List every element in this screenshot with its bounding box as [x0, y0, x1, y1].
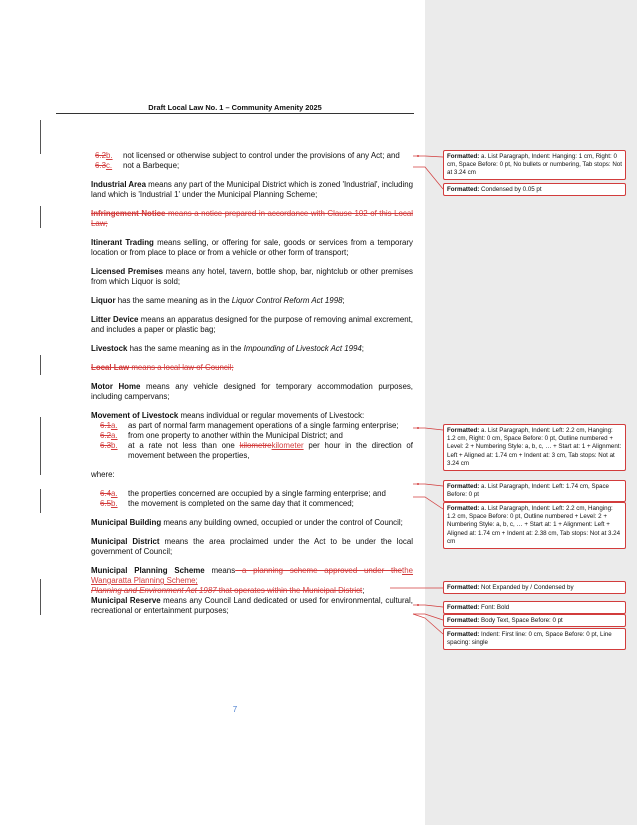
definition-licensed-premises	[91, 267, 413, 287]
definition-municipal-building	[91, 518, 413, 528]
balloon-label: Formatted:	[447, 152, 480, 160]
definition-municipal-district	[91, 537, 413, 557]
change-bar	[40, 120, 41, 154]
list-item	[91, 431, 413, 441]
inserted-number: a.	[110, 431, 118, 440]
defined-term: Local Law	[91, 363, 130, 372]
change-bar	[40, 206, 41, 228]
page-number: 7	[232, 705, 238, 714]
balloon-text: Condensed by 0.05 pt	[479, 185, 542, 193]
defined-term: Itinerant Trading	[91, 238, 154, 247]
defined-term: Industrial Area	[91, 180, 146, 189]
definition-text: means any vehicle designed for temporary accommodation purposes, including campervans;	[91, 382, 413, 401]
balloon-text: a. List Paragraph, Indent: Left: 2.2 cm, Hanging: 1.2 cm, Right: 0 cm, Space Before: 0 pt, Outline numbered + Level: 2 + Numbering Style: a, b, c, … + Start at: 1 + Alignment: Left + Aligned at: 1.74 cm + Indent at: 3 cm, Tab stops: Not at 3.24 cm	[447, 426, 622, 468]
definition-infringement-notice-deleted	[91, 209, 413, 229]
balloon-label: Formatted:	[447, 504, 480, 512]
definition-industrial-area	[91, 180, 413, 200]
change-bar	[40, 579, 41, 615]
deleted-number: 6.5	[100, 499, 111, 508]
balloon-label: Formatted:	[447, 185, 480, 193]
page-header: Draft Local Law No. 1 – Community Amenity 2025	[148, 103, 322, 112]
definition-municipal-planning-scheme	[91, 566, 413, 596]
definition-text: has the same meaning as in the	[115, 296, 232, 305]
punctuation: ;	[361, 344, 364, 353]
punctuation: ;	[342, 296, 345, 305]
format-balloon[interactable]	[443, 424, 626, 471]
format-balloon[interactable]	[443, 601, 626, 614]
deleted-act-title: Planning and Environment Act 1987	[91, 586, 217, 595]
list-item-text: the movement is completed on the same day that it commenced;	[128, 499, 354, 508]
list-item-text: not licensed or otherwise subject to control under the provisions of any Act; and	[123, 151, 400, 160]
definition-text: means any hotel, tavern, bottle shop, bar, nightclub or other premises from which Liquor is sold;	[91, 267, 413, 286]
defined-term: Municipal Building	[91, 518, 162, 527]
balloon-label: Formatted:	[447, 482, 480, 490]
inserted-number: c.	[105, 161, 113, 170]
deleted-number: 6.4	[100, 489, 111, 498]
defined-term: Litter Device	[91, 315, 139, 324]
inserted-number: a.	[110, 421, 118, 430]
deleted-text: that operates within the Municipal District	[216, 586, 363, 595]
definition-sublist	[91, 151, 413, 171]
definition-movement-of-livestock	[91, 411, 413, 421]
balloon-label: Formatted:	[447, 603, 480, 611]
defined-term: Motor Home	[91, 382, 141, 391]
definition-text: means a local law of Council;	[129, 363, 234, 372]
deleted-word: kilometre	[239, 441, 272, 450]
list-item	[91, 151, 413, 161]
deleted-number: 6.3	[95, 161, 106, 170]
list-item-text: not a Barbeque;	[123, 161, 180, 170]
definition-local-law-deleted	[91, 363, 413, 373]
balloon-label: Formatted:	[447, 616, 480, 624]
definition-text: means	[204, 566, 236, 575]
change-bar	[40, 489, 41, 513]
definition-itinerant-trading	[91, 238, 413, 258]
balloon-label: Formatted:	[447, 583, 480, 591]
balloon-text: a. List Paragraph, Indent: Left: 2.2 cm, Hanging: 1.2 cm, Space Before: 0 pt, Outline numbered + Level: 2 + Numbering Style: a, b, c, … + Start at: 1 + Alignment: Left + Aligned at: 1.74 cm + Indent at: 2.38 cm, Tab stops: Not at 3.24 cm	[447, 504, 621, 546]
inserted-text: the Wangaratta Planning Scheme;	[91, 566, 413, 585]
list-item-text: the properties concerned are occupied by a single farming enterprise; and	[128, 489, 386, 498]
defined-term: Infringement Notice	[91, 209, 166, 218]
definition-text: means an apparatus designed for the purpose of removing animal excrement, and includes a paper or plastic bag;	[91, 315, 413, 334]
list-item-text: as part of normal farm management operations of a single farming enterprise;	[128, 421, 399, 430]
header-rule	[56, 113, 414, 114]
markup-pane	[425, 0, 637, 825]
inserted-number: b.	[105, 151, 113, 160]
format-balloon[interactable]	[443, 581, 626, 594]
list-item	[91, 441, 413, 461]
movement-sublist	[91, 421, 413, 461]
list-item	[91, 161, 413, 171]
list-item	[91, 421, 413, 431]
inserted-number: b.	[110, 499, 118, 508]
balloon-text: a. List Paragraph, Indent: Left: 1.74 cm, Space Before: 0 pt	[447, 482, 609, 498]
text-run: per hour in the direction of movement between the properties,	[128, 441, 413, 460]
format-balloon[interactable]	[443, 183, 626, 196]
deleted-number: 6.3	[100, 441, 111, 450]
change-bar	[40, 417, 41, 475]
definition-livestock	[91, 344, 413, 354]
balloon-label: Formatted:	[447, 426, 480, 434]
definition-text: means any part of the Municipal District which is zoned 'Industrial', including land which is 'Industrial 1' under the Municipal Planning Scheme;	[91, 180, 414, 199]
defined-term: Liquor	[91, 296, 116, 305]
format-balloon[interactable]	[443, 502, 626, 549]
definition-text: means a notice prepared in accordance with Clause 102 of this Local Law;	[91, 209, 413, 228]
definition-municipal-reserve	[91, 596, 413, 616]
deleted-number: 6.2	[100, 431, 111, 440]
balloon-text: a. List Paragraph, Indent: Hanging: 1 cm, Right: 0 cm, Space Before: 0 pt, No bullets or numbering, Tab stops: Not at 3.24 cm	[447, 152, 622, 177]
change-bar	[40, 355, 41, 375]
defined-term: Municipal Planning Scheme	[91, 566, 205, 575]
definition-text: means any Council Land dedicated or used for environmental, cultural, recreational or entertainment purposes;	[91, 596, 414, 615]
defined-term: Municipal District	[91, 537, 160, 546]
deleted-text: a planning scheme approved under the	[235, 566, 403, 575]
definition-text: means selling, or offering for sale, goods or services from a temporary location or from place to place or from a vehicle or other form of transport;	[91, 238, 413, 257]
defined-term: Municipal Reserve	[91, 596, 161, 605]
definition-text: means the area proclaimed under the Act to be under the local government of Council;	[91, 537, 414, 556]
format-balloon[interactable]	[443, 614, 626, 627]
text-run: at a rate not less than one	[128, 441, 240, 450]
format-balloon[interactable]	[443, 628, 626, 650]
definition-text: means individual or regular movements of Livestock:	[178, 411, 365, 420]
balloon-label: Formatted:	[447, 630, 480, 638]
where-label: where:	[91, 470, 115, 479]
defined-term: Livestock	[91, 344, 128, 353]
inserted-number: a.	[110, 489, 118, 498]
balloon-text: Font: Bold	[479, 603, 510, 611]
balloon-text: Not Expanded by / Condensed by	[479, 583, 574, 591]
defined-term: Licensed Premises	[91, 267, 164, 276]
definition-motor-home	[91, 382, 413, 402]
format-balloon[interactable]	[443, 480, 626, 502]
punctuation: ;	[362, 586, 365, 595]
inserted-word: kilometer	[271, 441, 304, 450]
deleted-number: 6.2	[95, 151, 106, 160]
act-title: Liquor Control Reform Act 1998	[231, 296, 343, 305]
defined-term: Movement of Livestock	[91, 411, 179, 420]
document-body	[91, 151, 413, 625]
where-sublist	[91, 489, 413, 509]
format-balloon[interactable]	[443, 150, 626, 180]
list-item	[91, 489, 413, 499]
act-title: Impounding of Livestock Act 1994	[243, 344, 362, 353]
definition-litter-device	[91, 315, 413, 335]
list-item-text: from one property to another within the Municipal District; and	[128, 431, 343, 440]
balloon-text: Body Text, Space Before: 0 pt	[479, 616, 563, 624]
deleted-number: 6.1	[100, 421, 111, 430]
inserted-number: b.	[110, 441, 118, 450]
list-item-text	[128, 441, 413, 461]
balloon-text: Indent: First line: 0 cm, Space Before: 0 pt, Line spacing: single	[447, 630, 612, 646]
list-item	[91, 499, 413, 509]
definition-liquor	[91, 296, 413, 306]
definition-text: has the same meaning as in the	[127, 344, 244, 353]
definition-text: means any building owned, occupied or under the control of Council;	[161, 518, 403, 527]
